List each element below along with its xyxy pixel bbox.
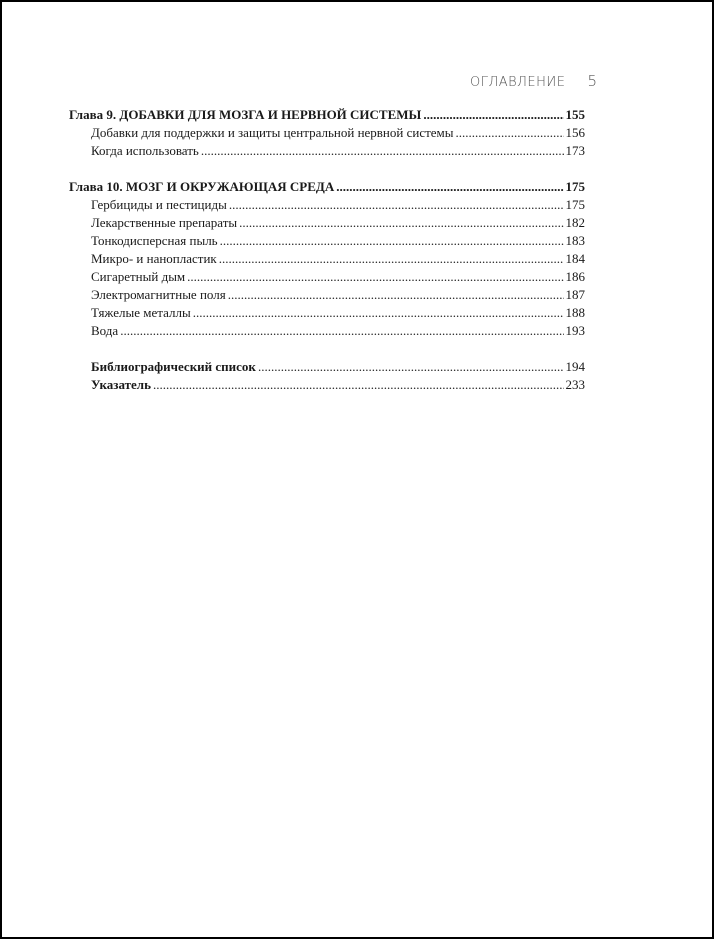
- toc-entry-title: Вода: [91, 323, 119, 338]
- toc-entry[interactable]: [69, 304, 585, 322]
- toc-page-number: 184: [565, 251, 585, 266]
- toc-entry[interactable]: [69, 322, 585, 340]
- toc-leader-dots: [258, 358, 564, 376]
- toc-entry[interactable]: [69, 124, 585, 142]
- toc-page-number: 183: [565, 233, 585, 248]
- toc-entry-title: Гербициды и пестициды: [91, 197, 227, 212]
- toc-leader-dots: [228, 286, 564, 304]
- toc-entry-title: Электромагнитные поля: [91, 287, 226, 302]
- toc-entry-title: Указатель: [91, 377, 151, 392]
- toc-leader-dots: [153, 376, 564, 394]
- toc-entry-title: Лекарственные препараты: [91, 215, 238, 230]
- toc-leader-dots: [219, 250, 564, 268]
- toc-entry-title: Добавки для поддержки и защиты центральной нервной системы: [91, 125, 454, 140]
- toc-page-number: 187: [565, 287, 585, 302]
- toc-leader-dots: [336, 178, 563, 196]
- toc-entry-title: Тонкодисперсная пыль: [91, 233, 218, 248]
- toc-page-number: 175: [565, 179, 585, 194]
- toc-page-number: 193: [565, 323, 585, 338]
- running-head: [470, 72, 597, 90]
- toc-entry-title: Сигаретный дым: [91, 269, 186, 284]
- section-gap: [69, 160, 585, 178]
- toc-leader-dots: [120, 322, 563, 340]
- toc-entry[interactable]: [69, 268, 585, 286]
- toc-page-number: 188: [565, 305, 585, 320]
- toc-entry[interactable]: [69, 142, 585, 160]
- section-gap: [69, 340, 585, 358]
- toc-entry[interactable]: [69, 196, 585, 214]
- toc-page-number: 233: [565, 377, 585, 392]
- table-of-contents: [69, 106, 585, 394]
- toc-entry-title: Микро- и нанопластик: [91, 251, 217, 266]
- toc-page-number: 155: [565, 107, 585, 122]
- toc-page-number: 173: [565, 143, 585, 158]
- toc-entry[interactable]: [69, 232, 585, 250]
- toc-entry[interactable]: [69, 214, 585, 232]
- toc-index[interactable]: [69, 376, 585, 394]
- toc-bibliography[interactable]: [69, 358, 585, 376]
- toc-entry[interactable]: [69, 250, 585, 268]
- toc-leader-dots: [201, 142, 564, 160]
- toc-page-number: 156: [565, 125, 585, 140]
- toc-chapter-title: Глава 10. МОЗГ И ОКРУЖАЮЩАЯ СРЕДА: [69, 179, 335, 194]
- toc-entry-title: Тяжелые металлы: [91, 305, 191, 320]
- toc-page-number: 186: [565, 269, 585, 284]
- toc-leader-dots: [193, 304, 564, 322]
- toc-page-number: 182: [565, 215, 585, 230]
- running-title: ОГЛАВЛЕНИЕ: [470, 75, 566, 90]
- toc-leader-dots: [187, 268, 563, 286]
- toc-page-number: 175: [565, 197, 585, 212]
- toc-page-number: 194: [565, 359, 585, 374]
- toc-entry-title: Когда использовать: [91, 143, 199, 158]
- toc-leader-dots: [220, 232, 564, 250]
- toc-leader-dots: [456, 124, 564, 142]
- toc-chapter-10[interactable]: [69, 178, 585, 196]
- toc-chapter-9[interactable]: [69, 106, 585, 124]
- toc-leader-dots: [423, 106, 563, 124]
- toc-entry[interactable]: [69, 286, 585, 304]
- toc-chapter-title: Глава 9. ДОБАВКИ ДЛЯ МОЗГА И НЕРВНОЙ СИСТЕМЫ: [69, 107, 422, 122]
- toc-leader-dots: [239, 214, 563, 232]
- toc-entry-title: Библиографический список: [91, 359, 256, 374]
- page-number: 5: [587, 72, 597, 90]
- toc-leader-dots: [229, 196, 564, 214]
